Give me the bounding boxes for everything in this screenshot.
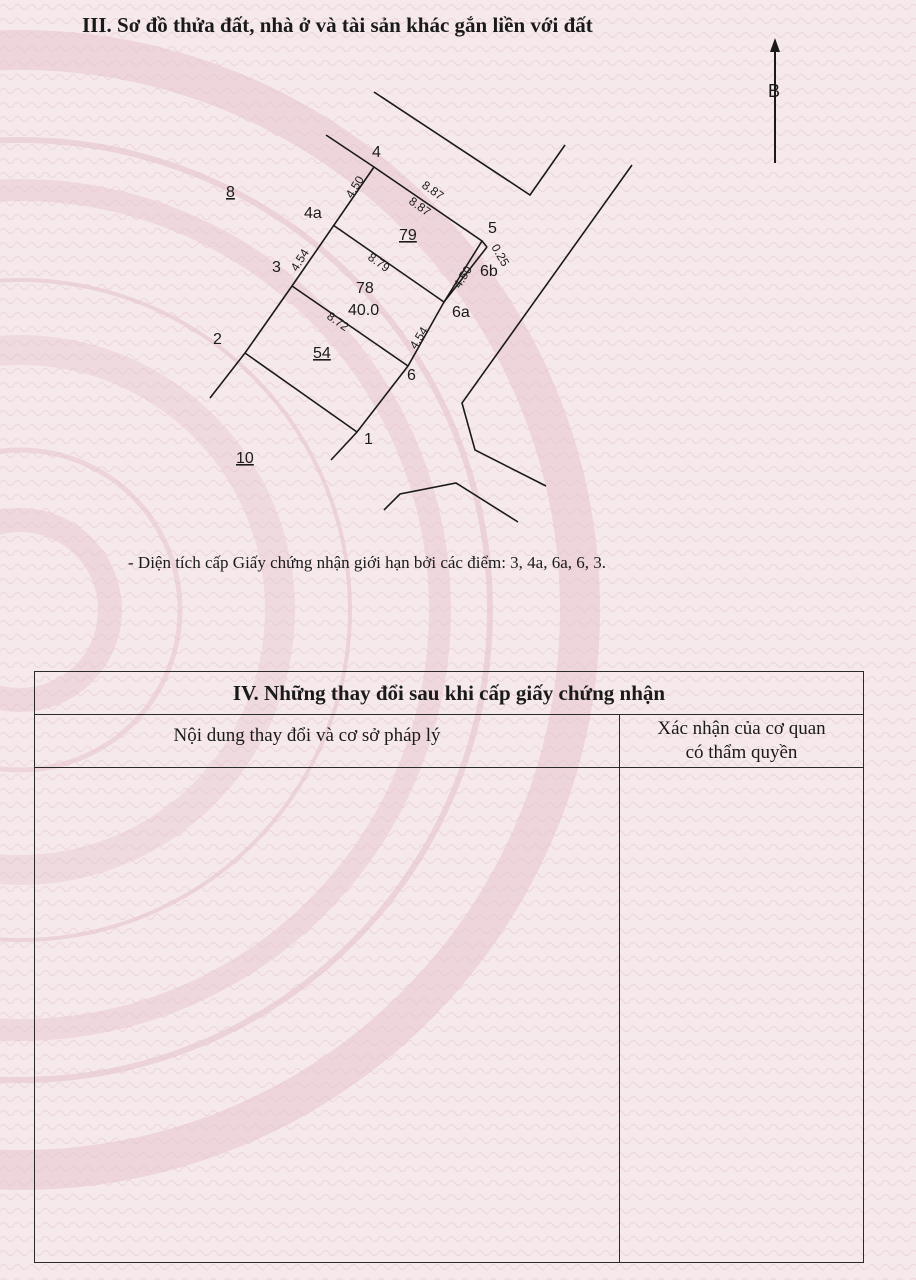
parcel-id-54: 54 [313, 345, 331, 362]
edge-length: 4.50 [342, 173, 367, 201]
edge-length: 8.87 [419, 177, 447, 203]
edge-length: 0.25 [488, 241, 513, 269]
table-body-row [35, 768, 863, 1262]
column-header-content: Nội dung thay đổi và cơ sở pháp lý [35, 715, 620, 767]
section-4-title: IV. Những thay đổi sau khi cấp giấy chứng nhận [35, 672, 863, 715]
column-header-confirmation-line2: có thẩm quyền [685, 742, 798, 763]
north-arrow-icon [768, 38, 780, 163]
north-label: B [768, 81, 781, 101]
boundary-3-6 [292, 286, 408, 366]
boundary-5-6b [482, 241, 487, 247]
road-boundary-lower [384, 483, 518, 522]
column-header-confirmation [620, 715, 863, 767]
point-label-6: 6 [407, 367, 416, 384]
point-label-4a: 4a [304, 205, 322, 222]
parcel-id-8: 8 [226, 184, 235, 201]
point-label-6a: 6a [452, 304, 470, 321]
edge-length: 8.87 [406, 193, 434, 219]
parcel-id-79: 79 [399, 227, 417, 244]
content-cell [35, 768, 620, 1262]
parcel-id-78: 78 [356, 280, 374, 297]
boundary-2-1 [245, 353, 357, 432]
parcel-id-10: 10 [236, 450, 254, 467]
road-boundary-right [462, 165, 632, 486]
column-header-confirmation-line1: Xác nhận của cơ quan [657, 718, 826, 739]
confirmation-cell [620, 768, 863, 1262]
edge-length: 4.54 [406, 324, 431, 352]
edge-length: 4.54 [287, 246, 312, 274]
edge-length: 8.72 [324, 308, 352, 334]
point-label-4: 4 [372, 144, 381, 161]
point-label-5: 5 [488, 220, 497, 237]
parcel-area-78: 40.0 [348, 302, 380, 319]
edge-length: 8.79 [365, 249, 393, 275]
road-boundary-upper [374, 92, 565, 195]
point-label-6b: 6b [480, 263, 498, 280]
area-boundary-note: - Diện tích cấp Giấy chứng nhận giới hạn bởi các điểm: 3, 4a, 6a, 6, 3. [128, 553, 607, 572]
section-3-title: III. Sơ đồ thửa đất, nhà ở và tài sản khác gắn liền với đất [82, 13, 593, 37]
point-label-1: 1 [364, 431, 373, 448]
land-plot-map [0, 0, 916, 560]
changes-table [34, 671, 864, 1263]
edge-length: 4.50 [450, 263, 475, 291]
point-label-3: 3 [272, 259, 281, 276]
parcel-outline-west [210, 167, 374, 398]
point-label-2: 2 [213, 331, 222, 348]
table-header-row [35, 715, 863, 768]
